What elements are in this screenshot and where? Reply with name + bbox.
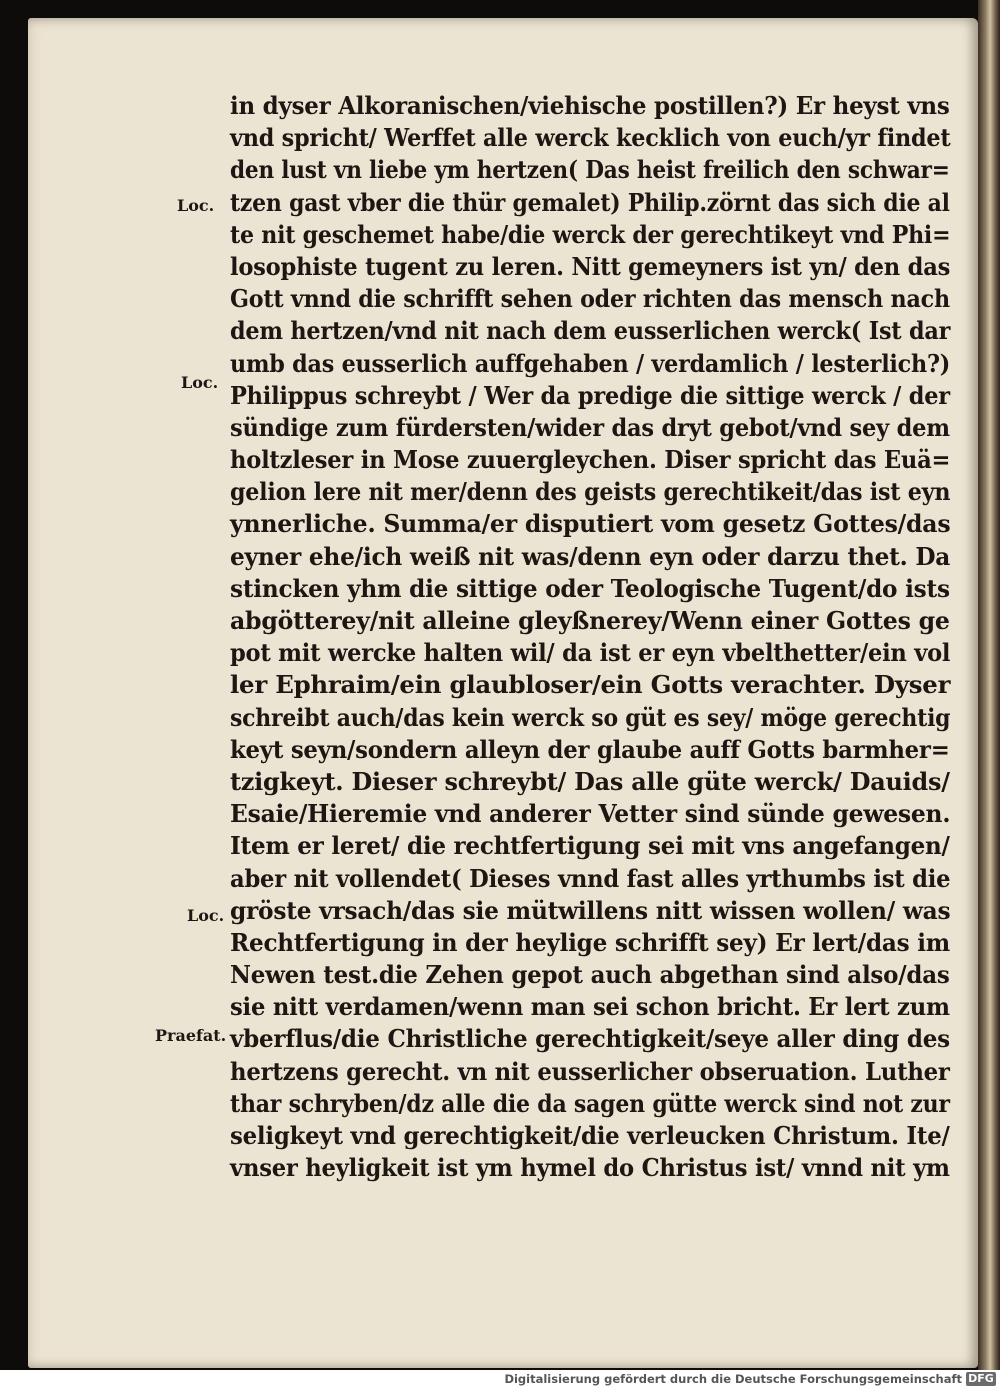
text-line: Newen test.die Zehen gepot auch abgethan sind also/das xyxy=(230,960,950,990)
text-line: thar schryben/dz alle die da sagen gütte werck sind not zur xyxy=(230,1088,950,1118)
text-line: tzigkeyt. Dieser schreybt/ Das alle güte werck/ Dauids/ xyxy=(230,766,950,796)
margin-note: Loc. xyxy=(177,196,215,215)
text-line: abgötterey/nit alleine gleyßnerey/Wenn einer Gottes ge xyxy=(230,606,950,635)
margin-note: Loc. xyxy=(187,906,225,925)
text-line: seligkeyt vnd gerechtigkeit/die verleucken Christum. Ite/ xyxy=(230,1121,950,1150)
text-line: te nit geschemet habe/die werck der gerechtikeyt vnd Phi= xyxy=(230,219,951,249)
book-spine xyxy=(978,0,1000,1370)
text-line: umb das eusserlich auffgehaben / verdamlich / lesterlich?) xyxy=(230,348,951,378)
text-line: pot mit wercke halten wil/ da ist er eyn vbelthetter/ein vol xyxy=(230,638,951,668)
text-line: sie nitt verdamen/wenn man sei schon bricht. Er lert zum xyxy=(230,992,950,1022)
text-line: sündige zum fürdersten/wider das dryt gebot/vnd sey dem xyxy=(230,412,950,442)
text-block xyxy=(230,90,952,1184)
text-line: vnser heyligkeit ist ym hymel do Christus ist/ vnnd nit ym xyxy=(230,1153,950,1183)
text-line: Philippus schreybt / Wer da predige die sittige werck / der xyxy=(230,380,950,410)
text-line: in dyser Alkoranischen/viehische postillen?) Er heyst vns xyxy=(230,91,950,120)
dfg-credit: Digitalisierung gefördert durch die Deutsche Forschungsgemeinschaft xyxy=(504,1372,962,1386)
text-line: schreibt auch/das kein werck so güt es sey/ möge gerechtig xyxy=(230,702,951,732)
text-line: den lust vn liebe ym hertzen( Das heist freilich den schwar= xyxy=(230,155,950,185)
footer-bar xyxy=(0,1370,1000,1389)
text-line: tzen gast vber die thür gemalet) Philip.zörnt das sich die al xyxy=(230,187,950,217)
text-line: gelion lere nit mer/denn des geists gerechtikeit/das ist eyn xyxy=(230,477,951,507)
text-line: vberflus/die Christliche gerechtigkeit/seye aller ding des xyxy=(230,1024,950,1054)
text-line: vnd spricht/ Werffet alle werck kecklich von euch/yr findet xyxy=(230,123,951,153)
text-line: Gott vnnd die schrifft sehen oder richten das mensch nach xyxy=(230,284,950,314)
text-line: Rechtfertigung in der heylige schrifft sey) Er lert/das im xyxy=(230,927,950,957)
text-line: Item er leret/ die rechtfertigung sei mit vns angefangen/ xyxy=(230,831,950,861)
text-line: ler Ephraim/ein glaubloser/ein Gotts verachter. Dyser xyxy=(230,670,951,700)
text-line: holtzleser in Mose zuuergleychen. Diser spricht das Euä= xyxy=(230,445,951,475)
text-line: Esaie/Hieremie vnd anderer Vetter sind sünde gewesen. xyxy=(230,799,951,829)
text-line: stincken yhm die sittige oder Teologische Tugent/do ists xyxy=(230,573,950,603)
dfg-logo: DFG xyxy=(966,1372,996,1386)
text-line: dem hertzen/vnd nit nach dem eusserlichen werck( Ist dar xyxy=(230,316,951,346)
text-line: eyner ehe/ich weiß nit was/denn eyn oder darzu thet. Da xyxy=(230,541,951,571)
text-line: ynnerliche. Summa/er disputiert vom gesetz Gottes/das xyxy=(230,509,951,539)
text-line: aber nit vollendet( Dieses vnnd fast alles yrthumbs ist die xyxy=(230,863,951,893)
text-line: keyt seyn/sondern alleyn der glaube auff Gotts barmher= xyxy=(230,734,950,764)
margin-note: Loc. xyxy=(181,373,219,392)
margin-note: Praefat. xyxy=(155,1026,227,1045)
text-line: gröste vrsach/das sie mütwillens nitt wissen wollen/ was xyxy=(230,895,951,925)
text-line: losophiste tugent zu leren. Nitt gemeyners ist yn/ den das xyxy=(230,251,951,281)
text-line: hertzens gerecht. vn nit eusserlicher obseruation. Luther xyxy=(230,1056,950,1086)
